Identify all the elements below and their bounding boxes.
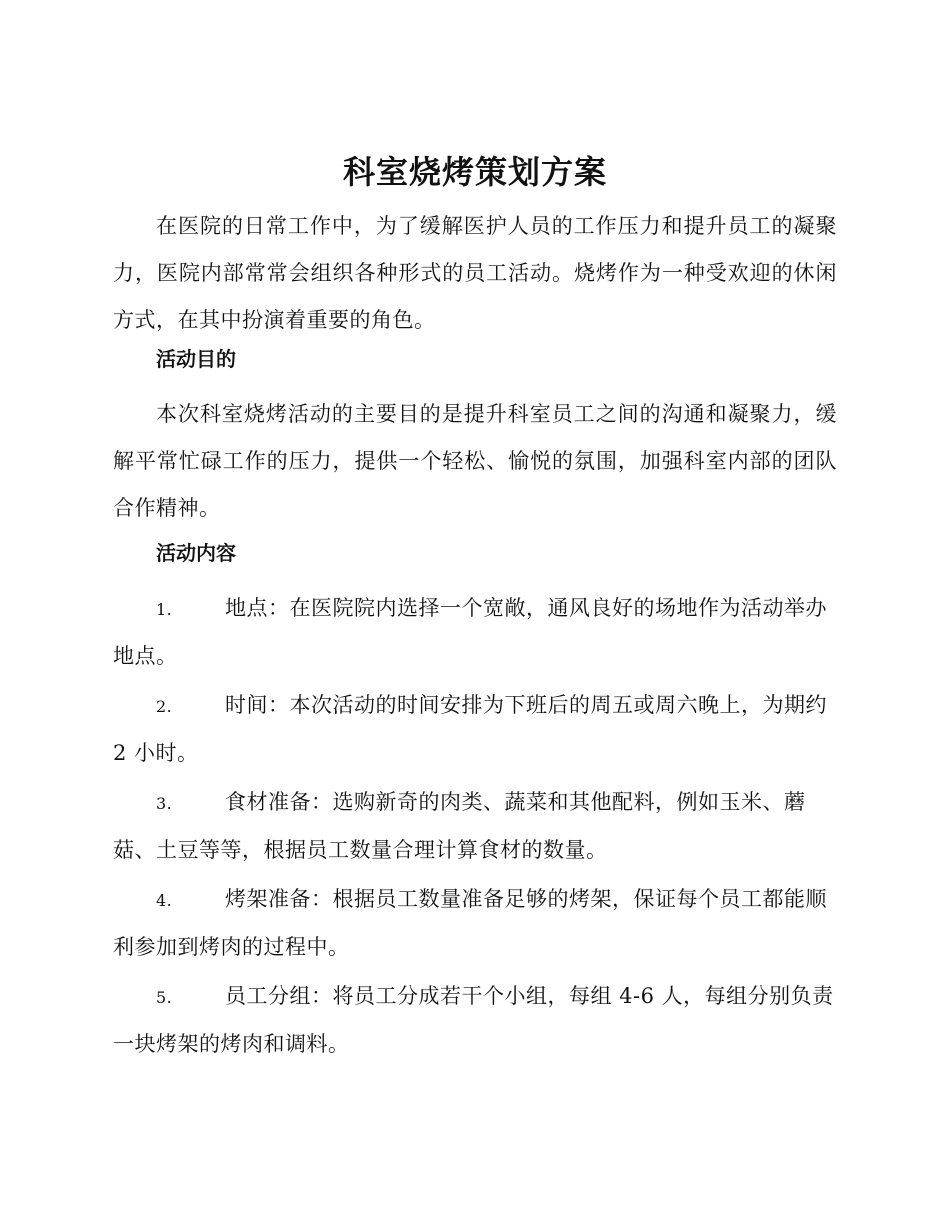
list-item-number: 3.: [156, 794, 173, 813]
document-title: 科室烧烤策划方案: [342, 153, 607, 191]
list-item-text: 食材准备：选购新奇的肉类、蔬菜和其他配料，例如玉米、蘑菇、土豆等等，根据员工数量合理计算食材的数量。: [113, 790, 806, 862]
list-item-number: 4.: [156, 891, 173, 910]
list-item: [113, 779, 837, 874]
intro-paragraph: 在医院的日常工作中，为了缓解医护人员的工作压力和提升员工的凝聚力，医院内部常常会组织各种形式的员工活动。烧烤作为一种受欢迎的休闲方式，在其中扮演着重要的角色。: [113, 214, 837, 332]
list-item-number: 1.: [156, 600, 173, 619]
list-item-text: 员工分组：将员工分成若干个小组，每组 4-6 人，每组分别负责一块烤架的烤肉和调料。: [113, 984, 834, 1056]
list-item-text: 时间：本次活动的时间安排为下班后的周五或周六晚上，为期约 2 小时。: [113, 693, 827, 765]
list-item: [113, 682, 837, 777]
list-item: [113, 585, 837, 680]
list-item-text: 地点：在医院院内选择一个宽敞，通风良好的场地作为活动举办地点。: [113, 596, 827, 668]
purpose-paragraph: 本次科室烧烤活动的主要目的是提升科室员工之间的沟通和凝聚力，缓解平常忙碌工作的压力，提供一个轻松、愉悦的氛围，加强科室内部的团队合作精神。: [113, 402, 837, 520]
section-heading-content: 活动内容: [156, 541, 236, 565]
list-item-number: 5.: [156, 988, 173, 1007]
section-heading-purpose: 活动目的: [156, 347, 236, 371]
list-item: [113, 973, 837, 1068]
list-item-text: 烤架准备：根据员工数量准备足够的烤架，保证每个员工都能顺利参加到烤肉的过程中。: [113, 887, 827, 959]
list-item-number: 2.: [156, 697, 173, 716]
list-item: [113, 876, 837, 971]
